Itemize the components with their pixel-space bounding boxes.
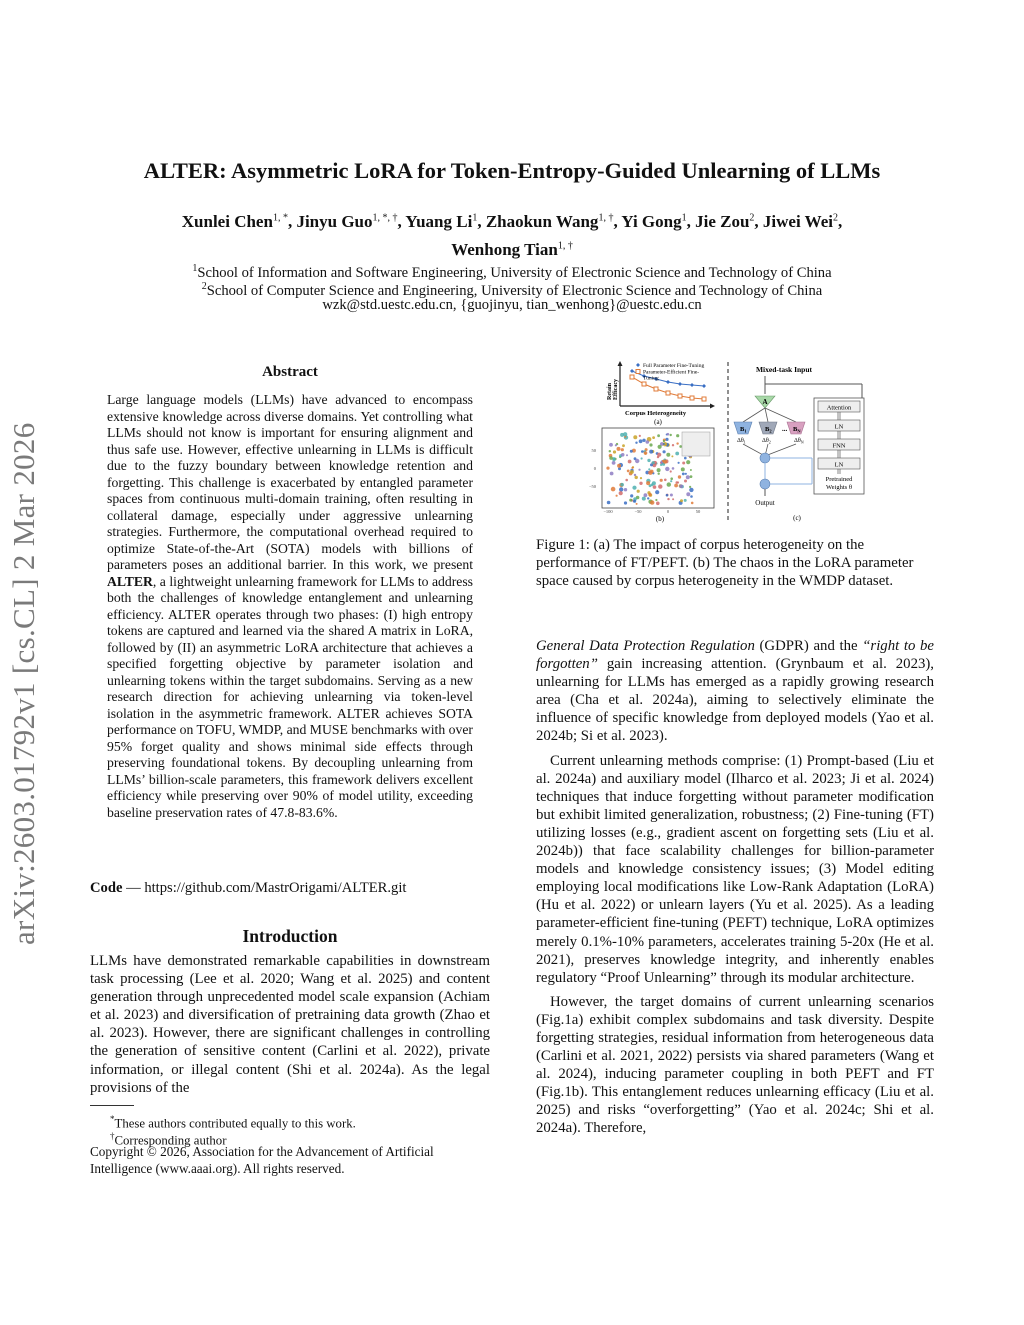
scatter-point: [642, 497, 646, 501]
sum-node: [760, 453, 770, 463]
output-label: Output: [755, 499, 775, 507]
point-full: [702, 384, 706, 388]
scatter-point: [664, 479, 667, 482]
scatter-point: [641, 450, 644, 453]
scatter-point: [649, 450, 653, 454]
scatter-point: [667, 482, 671, 486]
scatter-point: [679, 445, 682, 448]
scatter-point: [644, 451, 648, 455]
author-list: Xunlei Chen$^{1, *}$, Jinyu Guo$^{1, *, \dagger}$, Yuang Li$^1$, Zhaokun Wang$^{1, \dagger}$, Yi Gong$^1$, Jie Zou$^2$, Jiwei Wei$^2$, Wenhong Tian$^{1, \dagger}$: [181, 211, 843, 260]
footnote-rule: [90, 1105, 134, 1106]
scatter-point: [648, 468, 650, 470]
point-full: [678, 382, 682, 386]
ytick: 0: [593, 466, 596, 471]
scatter-point: [660, 464, 662, 466]
scatter-point: [617, 447, 621, 451]
stack-label: LN: [834, 423, 844, 431]
scatter-point: [656, 502, 660, 506]
scatter-point: [646, 440, 650, 444]
ylabel: Retain: [607, 383, 613, 400]
code-link[interactable]: https://github.com/MastrOrigami/ALTER.git: [144, 880, 407, 896]
code-line: Code — https://github.com/MastrOrigami/ALTER.git: [90, 880, 407, 896]
scatter-point: [617, 464, 621, 468]
figure-caption: Figure 1: (a) The impact of corpus heterogeneity on the performance of FT/PEFT. (b) The chaos in the LoRA parameter space caused by corpus heterogeneity in the WMDP dataset.: [536, 537, 914, 590]
scatter-point: [621, 448, 624, 451]
scatter-point: [674, 484, 678, 488]
scatter-point: [612, 461, 616, 465]
scatter-point: [690, 469, 692, 471]
scatter-point: [663, 450, 666, 453]
point-peft: [666, 391, 670, 395]
scatter-point: [670, 494, 673, 497]
scatter-point: [607, 501, 611, 505]
scatter-point: [635, 476, 638, 479]
scatter-point: [620, 483, 624, 487]
scatter-point: [691, 502, 694, 505]
scatter-point: [660, 479, 663, 482]
scatter-point: [639, 439, 643, 443]
delta-theta-1: $\Delta\theta_1$: [737, 438, 746, 445]
scatter-point: [689, 486, 691, 488]
delta-theta-n: $\Delta\theta_N$: [794, 438, 804, 445]
merge-node: [760, 479, 770, 489]
figure-1b-scatter: [589, 428, 714, 523]
point-peft: [642, 382, 646, 386]
scatter-point: [658, 484, 662, 488]
point-peft: [630, 375, 634, 379]
scatter-point: [631, 467, 633, 469]
scatter-point: [690, 495, 693, 498]
scatter-point: [657, 434, 660, 437]
author-name: Yi Gong$^1$: [621, 211, 687, 231]
mixed-input-label: Mixed-task Input: [755, 365, 813, 374]
scatter-point: [675, 452, 679, 456]
scatter-point: [681, 467, 685, 471]
paragraph: However, the target domains of current unlearning scenarios (Fig.1a) exhibit complex subdomains and task diversity. Despite forgetting strategies, residual information from heterogeneous data (Carlini et al. 2021, 2022) persists via shared parameters (Wang et al. 2024), inducing parameter coupling in both PEFT and FT (Fig.1b). This entanglement reduces unlearning efficacy (Liu et al. 2025) and risks “overforgetting” (Yao et al. 2024c; Shi et al. 2024a). Therefore,: [536, 993, 934, 1137]
scatter-point: [646, 481, 650, 485]
scatter-point: [624, 501, 627, 504]
label-c: (c): [793, 514, 801, 522]
scatter-point: [658, 445, 662, 449]
scatter-point: [658, 473, 660, 475]
scatter-point: [655, 490, 659, 494]
introduction-heading: Introduction: [242, 926, 338, 946]
scatter-point: [630, 450, 633, 453]
figure-1: [588, 360, 936, 532]
scatter-point: [612, 457, 615, 460]
footnote-1: *These authors contributed equally to this work.: [110, 1114, 356, 1131]
scatter-point: [619, 491, 623, 495]
scatter-point: [663, 443, 665, 445]
scatter-point: [657, 453, 661, 457]
scatter-point: [629, 499, 632, 502]
scatter-point: [652, 436, 655, 439]
scatter-point: [678, 462, 680, 464]
point-full: [690, 383, 694, 387]
scatter-point: [670, 477, 673, 480]
author-name: Jie Zou$^2$: [695, 211, 755, 231]
paragraph: General Data Protection Regulation (GDPR) and the “right to be forgotten” gain increasing attention. (Grynbaum et al. 2023), unlearning for LLMs has emerged as a rapidly growing research area (Cha et al. 2024a), aiming to selectively eliminate the influence of specific knowledge from deployed models (Yao et al. 2024b; Si et al. 2023).: [536, 638, 934, 745]
scatter-point: [619, 487, 623, 491]
scatter-point: [609, 450, 611, 452]
pretrained-label-2: Weights θ: [826, 484, 852, 491]
scatter-point: [670, 434, 672, 436]
ytick: −50: [588, 484, 596, 489]
scatter-point: [685, 473, 687, 475]
introduction-paragraph: LLMs have demonstrated remarkable capabilities in downstream task processing (Lee et al. 2020; Wang et al. 2025) and content generation through unprecedented model scale expansion (Achiam et al. 2023) and diversification of pretraining data growth (Zhao et al. 2023). However, there are significant challenges in controlling the generation of sensitive content (Carlini et al. 2022), private information, or illegal content (Shi et al. 2024a). As the legal provisions of the: [90, 953, 490, 1096]
scatter-point: [684, 499, 687, 502]
scatter-point: [637, 490, 640, 493]
author-name: Wenhong Tian$^{1, \dagger}$: [451, 240, 573, 260]
legend-full-marker: [636, 363, 640, 367]
scatter-point: [655, 499, 657, 501]
scatter-point: [639, 482, 642, 485]
scatter-point: [639, 435, 641, 437]
scatter-point: [609, 443, 613, 447]
scatter-point: [686, 475, 690, 479]
scatter-point: [630, 470, 634, 474]
author-name: Xunlei Chen$^{1, *}$: [181, 211, 288, 231]
scatter-point: [686, 492, 690, 496]
figure-1a-chart: [607, 361, 715, 426]
scatter-point: [678, 475, 681, 478]
point-peft: [690, 396, 694, 400]
legend-peft-2: Tuning: [643, 375, 659, 382]
scatter-point: [630, 494, 633, 497]
right-column: [536, 637, 934, 1144]
scatter-point: [666, 453, 670, 457]
delta-theta-2: $\Delta\theta_2$: [762, 438, 771, 445]
scatter-point: [616, 495, 618, 497]
author-name: Yuang Li$^1$: [405, 211, 478, 231]
matrix-a-label: A: [762, 398, 768, 406]
scatter-point: [672, 467, 675, 470]
scatter-point: [638, 469, 640, 471]
scatter-point: [663, 440, 665, 442]
scatter-point: [642, 439, 645, 442]
paper-title: ALTER: Asymmetric LoRA for Token-Entropy-Guided Unlearning of LLMs: [143, 158, 881, 183]
scatter-point: [636, 503, 638, 505]
scatter-point: [621, 453, 625, 457]
matrix-bn-label: $B_N$: [793, 426, 801, 434]
xlabel: Corpus Heterogeneity: [625, 410, 687, 417]
point-full: [630, 369, 634, 373]
scatter-legend-box: [682, 432, 710, 456]
scatter-point: [684, 480, 687, 483]
scatter-point: [615, 444, 617, 446]
scatter-point: [606, 467, 609, 470]
scatter-point: [679, 484, 683, 488]
copyright-notice: Copyright © 2026, Association for the Advancement of Artificial Intelligence (www.aaai.org). All rights reserved.: [90, 1144, 434, 1176]
scatter-point: [690, 475, 693, 478]
scatter-point: [670, 470, 672, 472]
scatter-point: [672, 498, 674, 500]
scatter-point: [625, 479, 628, 482]
abstract-heading: Abstract: [262, 364, 318, 380]
author-emails: wzk@std.uestc.edu.cn, {guojinyu, tian_wenhong}@uestc.edu.cn: [322, 297, 702, 313]
scatter-point: [609, 456, 613, 460]
scatter-point: [641, 457, 643, 459]
ellipsis: ...: [782, 425, 788, 433]
scatter-point: [644, 493, 648, 497]
scatter-point: [626, 454, 628, 456]
scatter-point: [663, 460, 667, 464]
scatter-point: [684, 457, 687, 460]
scatter-point: [672, 444, 674, 446]
xtick: −50: [634, 509, 642, 514]
scatter-point: [647, 459, 650, 462]
figure-1c-architecture: [734, 365, 864, 522]
scatter-point: [611, 487, 616, 492]
label-b: (b): [655, 515, 665, 523]
scatter-point: [633, 435, 637, 439]
scatter-point: [649, 443, 652, 446]
scatter-point: [633, 500, 636, 503]
point-peft: [678, 394, 682, 398]
author-name: Jiwei Wei$^2$: [762, 211, 838, 231]
scatter-point: [667, 433, 670, 436]
stack-label: LN: [834, 461, 844, 469]
author-name: Jinyu Guo$^{1, *, \dagger}$: [296, 211, 398, 231]
matrix-b2-label: $B_2$: [765, 426, 772, 434]
footnote-2: †Corresponding author: [110, 1131, 227, 1148]
xtick: −100: [603, 509, 613, 514]
scatter-point: [671, 455, 673, 457]
scatter-point: [635, 459, 639, 463]
scatter-point: [632, 486, 636, 490]
legend-peft-marker: [636, 370, 640, 374]
scatter-point: [652, 461, 655, 464]
scatter-point: [620, 433, 624, 437]
scatter-point: [676, 442, 678, 444]
pretrained-label: Pretrained: [825, 476, 853, 483]
scatter-point: [640, 477, 642, 479]
xtick: 50: [695, 509, 701, 514]
scatter-point: [682, 473, 685, 476]
scatter-point: [665, 438, 668, 441]
matrix-b1-label: $B_1$: [740, 426, 747, 434]
scatter-point: [670, 480, 672, 482]
abstract-text: Large language models (LLMs) have advanced to encompass extensive knowledge across diverse domains. Yet controlling what LLMs should not know is important for ensuring alignment and thus safe use. However, effective unlearning in LLMs is difficult due to the fuzzy boundary between knowledge retention and forgetting. This challenge is exacerbated by entangled parameter spaces from continuous multi-domain training, often resulting in collateral damage, especially under aggressive unlearning strategies. Furthermore, the computational overhead required to optimize State-of-the-Art (SOTA) models with billions of parameters poses an additional barrier. In this work, we present ALTER, a lightweight unlearning framework for LLMs to address both the challenges of knowledge entanglement and unlearning efficiency. ALTER operates through two phases: (I) high entropy tokens are captured and learned via the shared A matrix in LoRA, followed by (II) an asymmetric LoRA architecture that achieves a specified forgetting objective by parameter isolation and unlearning tokens within the target subdomains. Serving as a new research direction for achieving unlearning via token-level isolation in the asymmetric framework. ALTER achieves SOTA performance on TOFU, WMDP, and MUSE benchmarks with over 95% forget quality and shows minimal side effects through preserving foundational tokens. By decoupling unlearning from LLMs’ billion-scale parameters, this framework delivers excellent efficiency while preserving over 90% of model utility, exceeding baseline preservation rates of 47.8-83.6%.: [107, 392, 473, 820]
scatter-point: [665, 467, 669, 471]
scatter-point: [676, 434, 679, 437]
stack-label: FNN: [832, 442, 846, 450]
scatter-point: [613, 450, 616, 453]
scatter-point: [680, 499, 683, 502]
point-peft: [654, 387, 658, 391]
xtick: 0: [666, 509, 670, 514]
scatter-point: [635, 442, 637, 444]
point-peft: [702, 397, 706, 401]
affiliation-2: $^2$School of Computer Science and Engineering, University of Electronic Science and Technology of China: [201, 281, 823, 299]
scatter-point: [648, 493, 651, 496]
scatter-point: [677, 481, 679, 483]
scatter-point: [651, 483, 654, 486]
scatter-point: [647, 497, 649, 499]
scatter-point: [624, 488, 627, 491]
scatter-point: [653, 485, 657, 489]
scatter-point: [650, 500, 654, 504]
scatter-point: [657, 468, 661, 472]
label-a: (a): [654, 418, 662, 426]
paragraph: Current unlearning methods comprise: (1) Prompt-based (Liu et al. 2024a) and auxiliary model (Ilharco et al. 2023; Ji et al. 2024) techniques that induce forgetting without parameter modification but exhibit limited generalization, robustness; (2) Fine-tuning (FT) utilizing losses (e.g., gradient ascent on forgetting sets (Liu et al. 2024b)) that face scalability challenges for billion-parameter models and knowledge consistency issues; (3) Model editing employing local modifications like Low-Rank Adaptation (LoRA) (Hu et al. 2022) or unlearn layers (Yu et al. 2025). As a leading parameter-efficient fine-tuning (PEFT) technique, LoRA optimizes merely 0.1%-10% parameters, accelerates training 5-20x (He et al. 2021), preserves knowledge integrity, and inherently enables regulatory “Proof Unlearning” through its modular architecture.: [536, 752, 934, 986]
arxiv-stamp: arXiv:2603.01792v1 [cs.CL] 2 Mar 2026: [6, 422, 41, 945]
scatter-point: [628, 460, 632, 464]
point-full: [666, 380, 670, 384]
author-name: Zhaokun Wang$^{1, \dagger}$: [485, 211, 614, 231]
scatter-point: [627, 470, 630, 473]
affiliation-1: $^1$School of Information and Software Engineering, University of Electronic Science and Technology of China: [192, 263, 832, 281]
legend-peft: Parameter-Efficient Fine-: [643, 369, 700, 376]
scatter-point: [689, 488, 693, 492]
scatter-point: [666, 494, 669, 497]
scatter-point: [622, 444, 625, 447]
scatter-point: [686, 460, 690, 464]
ytick: 50: [591, 448, 596, 453]
scatter-point: [610, 472, 614, 476]
legend-full: Full Parameter Fine-Tuning: [643, 363, 705, 369]
scatter-point: [667, 498, 669, 500]
ylabel-2: Efficacy: [613, 379, 619, 400]
scatter-point: [650, 470, 654, 474]
stack-label: Attention: [826, 404, 852, 412]
scatter-point: [682, 462, 685, 465]
